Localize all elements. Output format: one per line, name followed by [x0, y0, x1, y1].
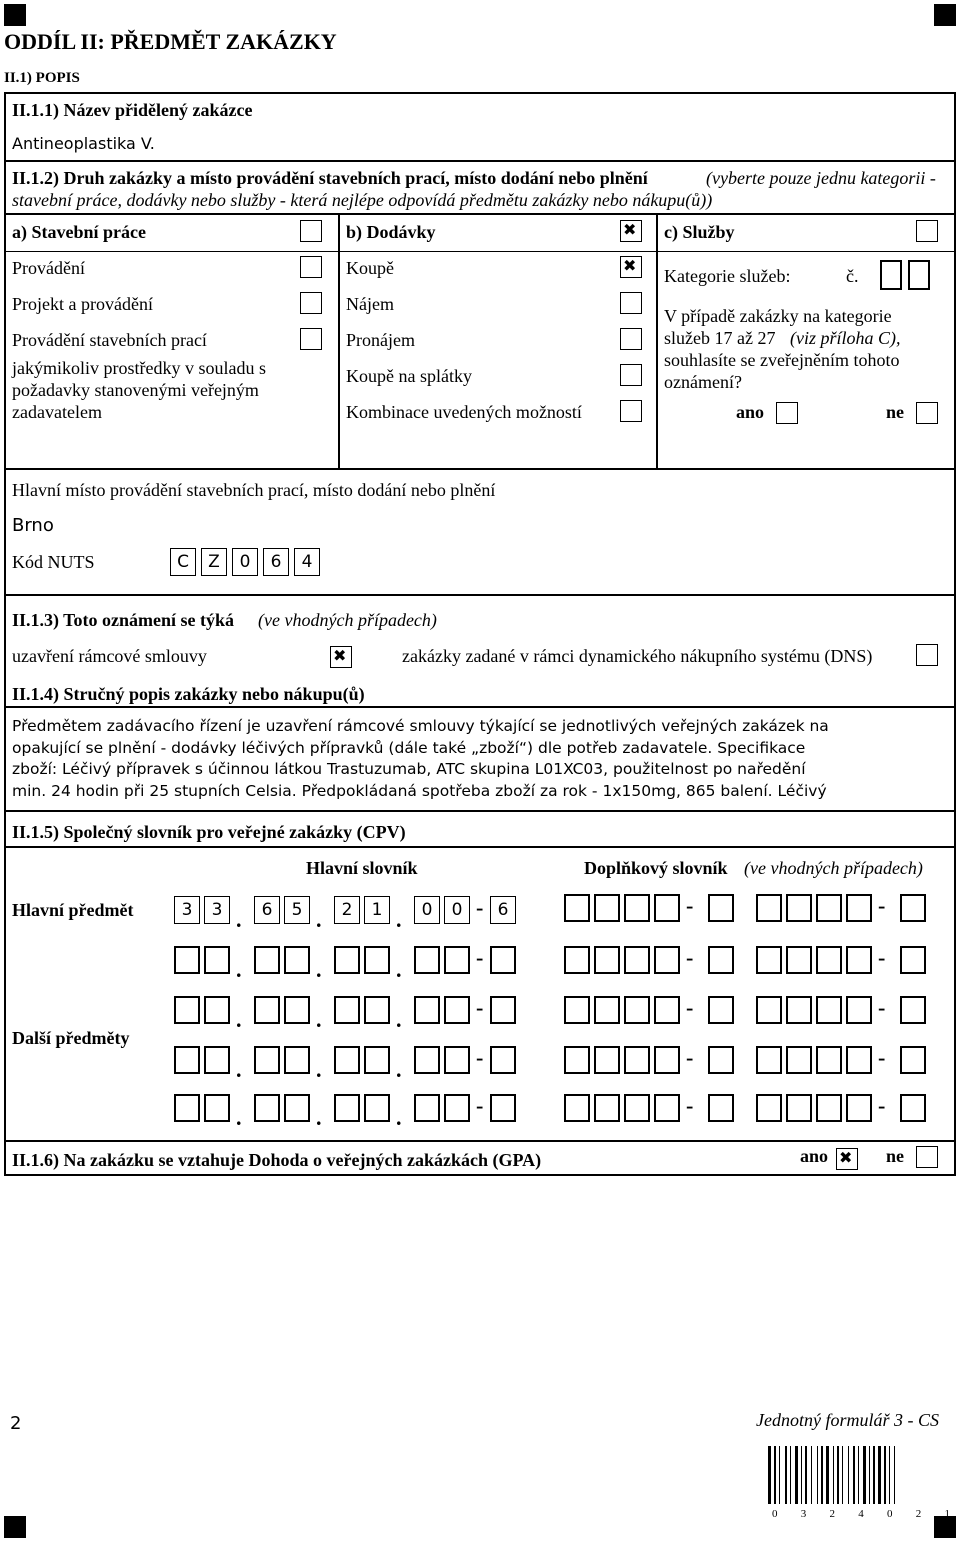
- type-title: II.1.2) Druh zakázky a místo provádění stavebních prací, místo dodání nebo plnění: [12, 168, 648, 188]
- service-yes-checkbox[interactable]: [776, 402, 798, 424]
- cpv-other-label: Další předměty: [12, 1028, 130, 1048]
- cpv-supp-header: Doplňkový slovník: [584, 858, 728, 878]
- barcode-bar: [842, 1446, 843, 1504]
- cpv-supp-box[interactable]: [624, 894, 650, 922]
- barcode-digit: 0: [887, 1508, 893, 1520]
- barcode-bar: [811, 1446, 812, 1504]
- cpv-separator: .: [316, 1007, 322, 1032]
- cpv-separator: .: [396, 1057, 402, 1082]
- gpa-title: II.1.6) Na zakázku se vztahuje Dohoda o veřejných zakázkách (GPA): [12, 1150, 542, 1170]
- barcode-bar: [795, 1446, 798, 1504]
- cpv-other-box[interactable]: [364, 1094, 390, 1122]
- cpv-supp-box[interactable]: [624, 1046, 650, 1074]
- cpv-supp-box[interactable]: [708, 894, 734, 922]
- cpv-other-box[interactable]: [414, 1094, 440, 1122]
- cpv-digit[interactable]: 0: [444, 896, 470, 924]
- barcode-digits: [772, 1508, 950, 1520]
- nuts-label: Kód NUTS: [12, 552, 95, 572]
- col-b-item-checkbox[interactable]: [620, 292, 642, 314]
- cpv-separator: -: [686, 893, 694, 918]
- page-number: 2: [10, 1413, 22, 1434]
- cpv-supp-box[interactable]: [594, 1094, 620, 1122]
- cpv-separator: .: [236, 957, 242, 982]
- barcode-digit: 4: [858, 1508, 864, 1520]
- cpv-separator: -: [686, 995, 694, 1020]
- cpv-other-box[interactable]: [254, 946, 280, 974]
- cpv-separator: .: [316, 1057, 322, 1082]
- barcode-bar: [884, 1446, 886, 1504]
- barcode-bar: [817, 1446, 818, 1504]
- cpv-supp-box[interactable]: [624, 946, 650, 974]
- service-note: (viz příloha C),: [790, 328, 901, 348]
- cpv-other-box[interactable]: [204, 946, 230, 974]
- cpv-other-box[interactable]: [204, 1046, 230, 1074]
- cpv-supp-box[interactable]: [564, 1094, 590, 1122]
- cpv-other-box[interactable]: [414, 946, 440, 974]
- cpv-separator: -: [878, 893, 886, 918]
- col-a-item: Provádění: [12, 258, 85, 278]
- col-a-heading-checkbox[interactable]: [300, 220, 322, 242]
- cpv-supp-box[interactable]: [564, 996, 590, 1024]
- cpv-separator: -: [476, 995, 484, 1020]
- service-no-label: ne: [886, 402, 904, 422]
- nuts-digit[interactable]: C: [170, 548, 196, 576]
- col-a-item-checkbox[interactable]: [300, 256, 322, 278]
- barcode-bar: [790, 1446, 791, 1504]
- corner-marker-tl: [4, 4, 26, 26]
- divider: [4, 160, 956, 162]
- cpv-main-header: Hlavní slovník: [306, 858, 418, 878]
- cpv-supp-box[interactable]: [786, 1046, 812, 1074]
- cpv-digit[interactable]: 3: [174, 896, 200, 924]
- cpv-digit[interactable]: 6: [254, 896, 280, 924]
- barcode-bar: [821, 1446, 823, 1504]
- barcode-digit: 0: [772, 1508, 778, 1520]
- cpv-other-box[interactable]: [490, 946, 516, 974]
- gpa-no-label: ne: [886, 1146, 904, 1166]
- barcode-bar: [889, 1446, 890, 1504]
- service-category-digit[interactable]: [880, 260, 902, 290]
- cpv-separator: -: [476, 1093, 484, 1118]
- cpv-supp-box[interactable]: [564, 1046, 590, 1074]
- notice-title-note: (ve vhodných případech): [258, 610, 437, 630]
- cpv-supp-box[interactable]: [594, 946, 620, 974]
- form-name: Jednotný formulář 3 - CS: [756, 1410, 939, 1430]
- cpv-separator: -: [476, 945, 484, 970]
- cpv-supp-box[interactable]: [756, 946, 782, 974]
- cpv-supp-box[interactable]: [594, 996, 620, 1024]
- cpv-separator: .: [316, 907, 322, 932]
- cpv-supp-box[interactable]: [564, 894, 590, 922]
- cpv-other-box[interactable]: [364, 946, 390, 974]
- name-label: II.1.1) Název přidělený zakázce: [12, 100, 253, 120]
- cpv-supp-box[interactable]: [816, 946, 842, 974]
- cpv-supp-box[interactable]: [708, 1046, 734, 1074]
- cpv-supp-box[interactable]: [654, 946, 680, 974]
- desc-line: zboží: Léčivý přípravek s účinnou látkou Trastuzumab, ATC skupina L01XC03, použitelnost po naředění: [12, 760, 806, 778]
- cpv-supp-box[interactable]: [816, 894, 842, 922]
- cpv-supp-box[interactable]: [564, 946, 590, 974]
- barcode-bar: [837, 1446, 839, 1504]
- cpv-digit[interactable]: 3: [204, 896, 230, 924]
- nuts-digit[interactable]: 4: [294, 548, 320, 576]
- cpv-other-box[interactable]: [254, 1046, 280, 1074]
- barcode-bar: [858, 1446, 859, 1504]
- cpv-separator: -: [686, 1045, 694, 1070]
- cpv-separator: -: [476, 895, 484, 920]
- subsection-title: II.1) POPIS: [4, 70, 80, 86]
- cpv-other-box[interactable]: [414, 1046, 440, 1074]
- desc-line: min. 24 hodin při 25 stupních Celsia. Předpokládaná spotřeba zboží za rok - 1x150mg, 865 balení. Léčivý: [12, 781, 827, 800]
- cpv-separator: .: [236, 1057, 242, 1082]
- barcode-bar: [785, 1446, 787, 1504]
- col-a-item: jakýmikoliv prostředky v souladu s: [12, 358, 266, 378]
- place-value[interactable]: Brno: [12, 515, 54, 536]
- barcode-bar: [805, 1446, 807, 1504]
- cpv-supp-box[interactable]: [816, 1046, 842, 1074]
- barcode-bar: [863, 1446, 866, 1504]
- cpv-separator: .: [396, 1105, 402, 1130]
- divider: [4, 810, 956, 812]
- cpv-supp-box[interactable]: [846, 946, 872, 974]
- service-note: V případě zakázky na kategorie: [664, 306, 892, 326]
- cpv-digit[interactable]: 6: [490, 896, 516, 924]
- col-a-item: požadavky stanovenými veřejným: [12, 380, 259, 400]
- cpv-separator: -: [686, 1093, 694, 1118]
- nuts-digit[interactable]: 0: [232, 548, 258, 576]
- cpv-other-box[interactable]: [364, 1046, 390, 1074]
- barcode-bar: [853, 1446, 855, 1504]
- cpv-supp-box[interactable]: [846, 1046, 872, 1074]
- cpv-other-box[interactable]: [254, 996, 280, 1024]
- barcode: [766, 1446, 954, 1504]
- cpv-other-box[interactable]: [444, 1046, 470, 1074]
- col-b-item-checkbox[interactable]: [620, 256, 642, 278]
- cpv-supp-box[interactable]: [900, 946, 926, 974]
- col-c-heading-checkbox[interactable]: [916, 220, 938, 242]
- cpv-other-box[interactable]: [444, 946, 470, 974]
- barcode-digit: 2: [829, 1508, 835, 1520]
- cpv-supp-box[interactable]: [624, 1094, 650, 1122]
- cpv-other-box[interactable]: [174, 1094, 200, 1122]
- divider: [4, 846, 956, 848]
- cpv-supp-box[interactable]: [708, 996, 734, 1024]
- col-b-item: Nájem: [346, 294, 394, 314]
- cpv-other-box[interactable]: [284, 946, 310, 974]
- barcode-bar: [826, 1446, 829, 1504]
- service-category-no: č.: [846, 266, 859, 286]
- cpv-other-box[interactable]: [174, 946, 200, 974]
- barcode-bar: [779, 1446, 780, 1504]
- section-title: ODDÍL II: PŘEDMĚT ZAKÁZKY: [4, 29, 337, 54]
- barcode-digit: 3: [800, 1508, 807, 1520]
- col-b-item: Koupě na splátky: [346, 366, 472, 386]
- notice-title: II.1.3) Toto oznámení se týká: [12, 610, 235, 630]
- cpv-other-box[interactable]: [334, 946, 360, 974]
- cpv-supp-box[interactable]: [708, 1094, 734, 1122]
- notice-dns-checkbox[interactable]: [916, 644, 938, 666]
- col-b-item: Pronájem: [346, 330, 415, 350]
- cpv-other-box[interactable]: [254, 1094, 280, 1122]
- cpv-separator: .: [316, 1105, 322, 1130]
- cpv-separator: .: [316, 957, 322, 982]
- divider: [4, 213, 956, 215]
- service-note: souhlasíte se zveřejněním tohoto: [664, 350, 900, 370]
- cpv-supp-box[interactable]: [594, 894, 620, 922]
- cpv-supp-box[interactable]: [654, 1094, 680, 1122]
- barcode-bar: [833, 1446, 834, 1504]
- cpv-supp-box[interactable]: [846, 996, 872, 1024]
- col-a-heading: a) Stavební práce: [12, 222, 146, 242]
- cpv-other-box[interactable]: [334, 1094, 360, 1122]
- divider: [4, 1140, 956, 1142]
- cpv-main-label: Hlavní předmět: [12, 900, 134, 920]
- cpv-supp-box[interactable]: [900, 894, 926, 922]
- cpv-digit[interactable]: 2: [334, 896, 360, 924]
- barcode-bar: [848, 1446, 849, 1504]
- service-note: oznámení?: [664, 372, 742, 392]
- cpv-separator: -: [878, 1045, 886, 1070]
- cpv-other-box[interactable]: [204, 1094, 230, 1122]
- name-value[interactable]: Antineoplastika V.: [12, 134, 155, 153]
- barcode-bar: [768, 1446, 771, 1504]
- col-b-item-checkbox[interactable]: [620, 364, 642, 386]
- cpv-other-box[interactable]: [490, 1094, 516, 1122]
- cpv-supp-box[interactable]: [816, 996, 842, 1024]
- col-b-item: Koupě: [346, 258, 394, 278]
- cpv-separator: -: [878, 995, 886, 1020]
- cpv-supp-box[interactable]: [786, 996, 812, 1024]
- cpv-other-box[interactable]: [284, 1094, 310, 1122]
- barcode-digit: 2: [915, 1508, 922, 1520]
- cpv-separator: -: [878, 1093, 886, 1118]
- type-title-note1: (vyberte pouze jednu kategorii -: [706, 168, 936, 188]
- cpv-other-box[interactable]: [174, 1046, 200, 1074]
- notice-option-dns: zakázky zadané v rámci dynamického nákupního systému (DNS): [402, 646, 873, 666]
- cpv-supp-box[interactable]: [654, 1046, 680, 1074]
- col-a-item: zadavatelem: [12, 402, 102, 422]
- cpv-supp-box[interactable]: [708, 946, 734, 974]
- cpv-other-box[interactable]: [334, 1046, 360, 1074]
- desc-line: Předmětem zadávacího řízení je uzavření rámcové smlouvy týkající se jednotlivých veřejných zakázek na: [12, 717, 829, 735]
- cpv-other-box[interactable]: [204, 996, 230, 1024]
- service-category-label: Kategorie služeb:: [664, 266, 791, 286]
- cpv-supp-box[interactable]: [900, 1046, 926, 1074]
- cpv-other-box[interactable]: [444, 996, 470, 1024]
- cpv-supp-box[interactable]: [786, 894, 812, 922]
- corner-marker-bl: [4, 1516, 26, 1538]
- desc-text[interactable]: [12, 716, 952, 808]
- cpv-supp-box[interactable]: [846, 894, 872, 922]
- cpv-separator: .: [396, 1007, 402, 1032]
- gpa-yes-checkbox[interactable]: [836, 1148, 858, 1170]
- barcode-digit: 1: [944, 1508, 950, 1520]
- cpv-supp-header-note: (ve vhodných případech): [744, 858, 923, 878]
- cpv-supp-box[interactable]: [624, 996, 650, 1024]
- cpv-other-box[interactable]: [490, 1046, 516, 1074]
- cpv-other-box[interactable]: [284, 1046, 310, 1074]
- place-label: Hlavní místo provádění stavebních prací, místo dodání nebo plnění: [12, 480, 496, 500]
- cpv-supp-box[interactable]: [654, 996, 680, 1024]
- nuts-digit[interactable]: Z: [201, 548, 227, 576]
- barcode-bar: [873, 1446, 875, 1504]
- barcode-bar: [801, 1446, 802, 1504]
- cpv-supp-box[interactable]: [654, 894, 680, 922]
- corner-marker-tr: [934, 4, 956, 26]
- nuts-digit[interactable]: 6: [263, 548, 289, 576]
- barcode-bar: [878, 1446, 881, 1504]
- cpv-supp-box[interactable]: [756, 996, 782, 1024]
- cpv-other-box[interactable]: [364, 996, 390, 1024]
- divider: [4, 594, 956, 596]
- cpv-supp-box[interactable]: [594, 1046, 620, 1074]
- col-b-item-checkbox[interactable]: [620, 400, 642, 422]
- cpv-other-box[interactable]: [490, 996, 516, 1024]
- desc-title: II.1.4) Stručný popis zakázky nebo nákupu(ů): [12, 684, 365, 704]
- gpa-yes-label: ano: [800, 1146, 829, 1166]
- divider: [4, 468, 956, 470]
- cpv-supp-box[interactable]: [786, 946, 812, 974]
- barcode-bar: [774, 1446, 776, 1504]
- cpv-digit[interactable]: 1: [364, 896, 390, 924]
- type-title-note2: stavební práce, dodávky nebo služby - která nejlépe odpovídá předmětu zakázky nebo nákupu(ů)): [12, 190, 713, 210]
- service-no-checkbox[interactable]: [916, 402, 938, 424]
- cpv-digit[interactable]: 0: [414, 896, 440, 924]
- col-a-item-checkbox[interactable]: [300, 292, 322, 314]
- col-b-heading: b) Dodávky: [346, 222, 436, 242]
- gpa-no-checkbox[interactable]: [916, 1146, 938, 1168]
- service-category-digit[interactable]: [908, 260, 930, 290]
- cpv-supp-box[interactable]: [900, 1094, 926, 1122]
- col-a-item-checkbox[interactable]: [300, 328, 322, 350]
- col-b-heading-checkbox[interactable]: [620, 220, 642, 242]
- cpv-other-box[interactable]: [174, 996, 200, 1024]
- cpv-supp-box[interactable]: [900, 996, 926, 1024]
- cpv-separator: .: [236, 907, 242, 932]
- cpv-separator: -: [686, 945, 694, 970]
- cpv-supp-box[interactable]: [756, 1094, 782, 1122]
- cpv-separator: -: [476, 1045, 484, 1070]
- col-a-item: Provádění stavebních prací: [12, 330, 207, 350]
- cpv-separator: .: [396, 957, 402, 982]
- col-c-heading: c) Služby: [664, 222, 735, 242]
- cpv-supp-box[interactable]: [816, 1094, 842, 1122]
- notice-option-framework: uzavření rámcové smlouvy: [12, 646, 207, 666]
- cpv-digit[interactable]: 5: [284, 896, 310, 924]
- col-b-item-checkbox[interactable]: [620, 328, 642, 350]
- desc-line: opakující se plnění - dodávky léčivých přípravků (dále také „zboží“) dle potřeb zadavatele. Specifikace: [12, 738, 806, 757]
- cpv-supp-box[interactable]: [756, 894, 782, 922]
- notice-framework-checkbox[interactable]: [330, 646, 352, 668]
- cpv-title: II.1.5) Společný slovník pro veřejné zakázky (CPV): [12, 822, 406, 842]
- header-divider: [4, 251, 956, 252]
- cpv-other-box[interactable]: [284, 996, 310, 1024]
- barcode-bar: [894, 1446, 895, 1504]
- cpv-separator: .: [236, 1007, 242, 1032]
- cpv-supp-box[interactable]: [846, 1094, 872, 1122]
- service-yes-label: ano: [736, 402, 765, 422]
- cpv-separator: .: [396, 907, 402, 932]
- service-note: služeb 17 až 27: [664, 328, 776, 348]
- cpv-supp-box[interactable]: [786, 1094, 812, 1122]
- col-a-item: Projekt a provádění: [12, 294, 153, 314]
- cpv-other-box[interactable]: [334, 996, 360, 1024]
- cpv-other-box[interactable]: [414, 996, 440, 1024]
- cpv-separator: -: [878, 945, 886, 970]
- divider: [4, 706, 956, 708]
- cpv-supp-box[interactable]: [756, 1046, 782, 1074]
- cpv-other-box[interactable]: [444, 1094, 470, 1122]
- col-b-item: Kombinace uvedených možností: [346, 402, 582, 422]
- cpv-separator: .: [236, 1105, 242, 1130]
- barcode-bar: [869, 1446, 870, 1504]
